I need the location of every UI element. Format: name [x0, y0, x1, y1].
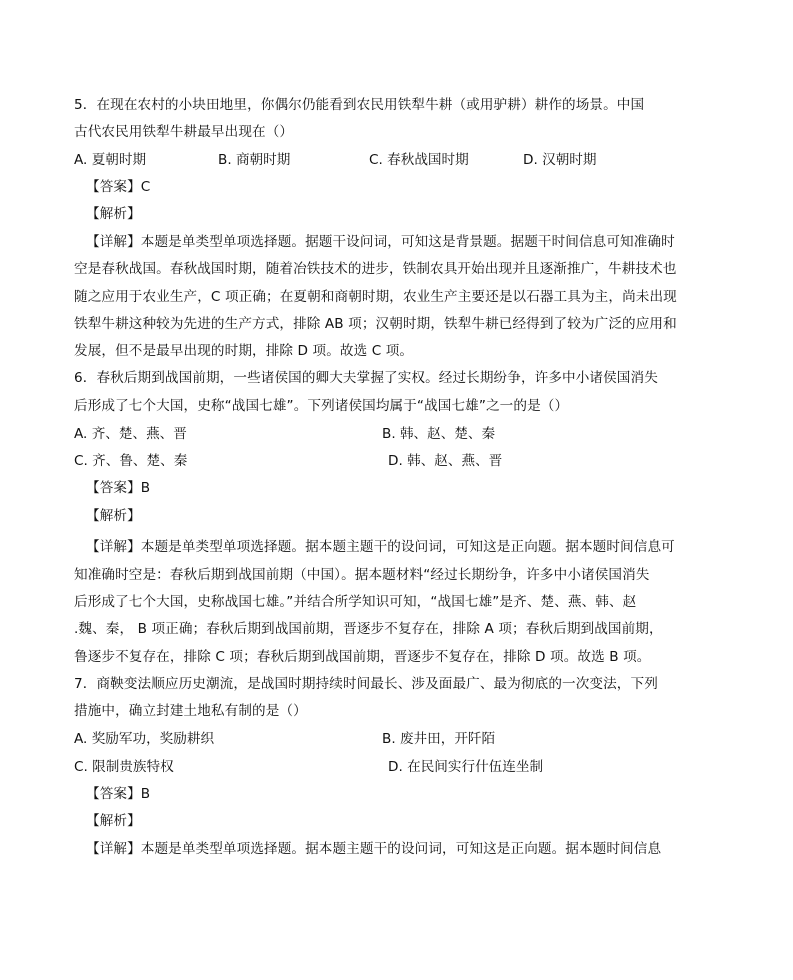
- question-stem-line: 后形成了七个大国，史称“战国七雄”。下列诸侯国均属于“战国七雄”之一的是（）: [74, 398, 569, 414]
- answer-line: 【答案】B: [86, 480, 151, 496]
- option-d: D. 韩、赵、燕、晋: [388, 453, 503, 469]
- option-a: A. 齐、楚、燕、晋: [74, 426, 187, 442]
- question-stem-line: 措施中，确立封建土地私有制的是（）: [74, 703, 307, 719]
- option-d: D. 汉朝时期: [523, 152, 597, 168]
- detail-line: 发展，但不是最早出现的时期，排除 D 项。故选 C 项。: [74, 343, 414, 359]
- detail-line: .魏、秦， B 项正确；春秋后期到战国前期，晋逐步不复存在，排除 A 项；春秋后期到战国前期，: [74, 621, 663, 637]
- option-c: C. 齐、鲁、楚、秦: [74, 453, 188, 469]
- question-stem-line: 6．春秋后期到战国前期，一些诸侯国的卿大夫掌握了实权。经过长期纷争，许多中小诸侯国消失: [74, 370, 658, 386]
- option-b: B. 废井田，开阡陌: [382, 731, 496, 747]
- analysis-label: 【解析】: [86, 206, 141, 222]
- option-b: B. 商朝时期: [218, 152, 291, 168]
- question-stem-line: 7．商鞅变法顺应历史潮流，是战国时期持续时间最长、涉及面最广、最为彻底的一次变法，下列: [74, 676, 658, 692]
- option-a: A. 夏朝时期: [74, 152, 147, 168]
- detail-line: 随之应用于农业生产，C 项正确；在夏朝和商朝时期，农业生产主要还是以石器工具为主，尚未出现: [74, 289, 677, 305]
- answer-line: 【答案】C: [86, 179, 151, 195]
- option-d: D. 在民间实行什伍连坐制: [388, 759, 544, 775]
- detail-line: 铁犁牛耕这种较为先进的生产方式，排除 AB 项；汉朝时期，铁犁牛耕已经得到了较为广泛的应用和: [74, 316, 677, 332]
- option-a: A. 奖励军功，奖励耕织: [74, 731, 215, 747]
- question-stem-line: 5．在现在农村的小块田地里，你偶尔仍能看到农民用铁犁牛耕（或用驴耕）耕作的场景。中国: [74, 97, 645, 113]
- detail-line: 【详解】本题是单类型单项选择题。据本题主题干的设问词，可知这是正向题。据本题时间信息: [86, 841, 662, 857]
- question-stem-line: 古代农民用铁犁牛耕最早出现在（）: [74, 124, 294, 140]
- option-c: C. 限制贵族特权: [74, 759, 174, 775]
- analysis-label: 【解析】: [86, 508, 141, 524]
- analysis-label: 【解析】: [86, 813, 141, 829]
- option-b: B. 韩、赵、楚、秦: [382, 426, 496, 442]
- detail-line: 后形成了七个大国，史称战国七雄。”并结合所学知识可知，“战国七雄”是齐、楚、燕、韩、赵: [74, 594, 637, 610]
- option-c: C. 春秋战国时期: [369, 152, 469, 168]
- detail-line: 鲁逐步不复存在，排除 C 项；春秋后期到战国前期，晋逐步不复存在，排除 D 项。故选 B 项。: [74, 649, 651, 665]
- detail-line: 【详解】本题是单类型单项选择题。据题干设问词，可知这是背景题。据题干时间信息可知准确时: [86, 234, 675, 250]
- detail-line: 【详解】本题是单类型单项选择题。据本题主题干的设问词，可知这是正向题。据本题时间信息可: [86, 539, 675, 555]
- detail-line: 空是春秋战国。春秋战国时期，随着冶铁技术的进步，铁制农具开始出现并且逐渐推广，牛耕技术也: [74, 261, 677, 277]
- answer-line: 【答案】B: [86, 786, 151, 802]
- detail-line: 知准确时空是：春秋后期到战国前期（中国）。据本题材料“经过长期纷争，许多中小诸侯国消失: [74, 567, 650, 583]
